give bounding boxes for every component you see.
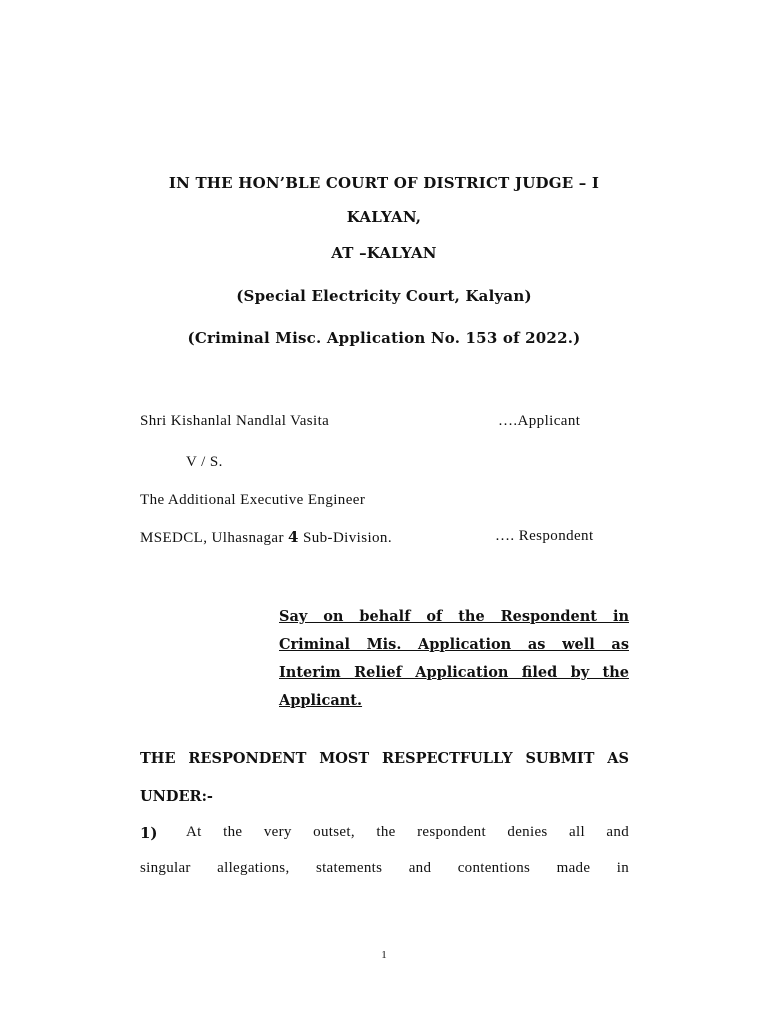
- say-title-line1: Say on behalf of the Respondent in: [279, 608, 629, 625]
- court-heading-line5: (Criminal Misc. Application No. 153 of 2022.): [187, 329, 581, 347]
- respondent-office-suffix: Sub-Division.: [303, 530, 392, 546]
- court-heading-line3: AT –KALYAN: [331, 244, 437, 262]
- say-title-line4: Applicant.: [279, 692, 363, 709]
- respondent-designation: The Additional Executive Engineer: [140, 492, 366, 508]
- page-number: 1: [381, 949, 387, 961]
- court-heading-line4: (Special Electricity Court, Kalyan): [236, 287, 532, 305]
- say-title-line3: Interim Relief Application filed by the: [279, 664, 629, 681]
- respondent-office: [140, 528, 392, 547]
- submission-heading-line2: UNDER:-: [140, 788, 213, 805]
- applicant-name: Shri Kishanlal Nandlal Vasita: [140, 413, 330, 429]
- paragraph-line1: At the very outset, the respondent denies all and: [186, 824, 629, 840]
- respondent-role: …. Respondent: [495, 528, 594, 544]
- say-title-line2: Criminal Mis. Application as well as: [279, 636, 629, 653]
- versus-label: V / S.: [186, 454, 223, 470]
- court-heading-line1: IN THE HON’BLE COURT OF DISTRICT JUDGE – I: [168, 174, 600, 192]
- respondent-office-prefix: MSEDCL, Ulhasnagar: [140, 530, 284, 546]
- paragraph-number: 1): [140, 824, 158, 842]
- court-heading-line2: KALYAN,: [346, 208, 422, 226]
- submission-heading-line1: THE RESPONDENT MOST RESPECTFULLY SUBMIT AS: [140, 750, 629, 767]
- respondent-office-number: 4: [288, 528, 299, 546]
- applicant-role: ….Applicant: [498, 413, 581, 429]
- paragraph-line2: singular allegations, statements and contentions made in: [140, 860, 629, 876]
